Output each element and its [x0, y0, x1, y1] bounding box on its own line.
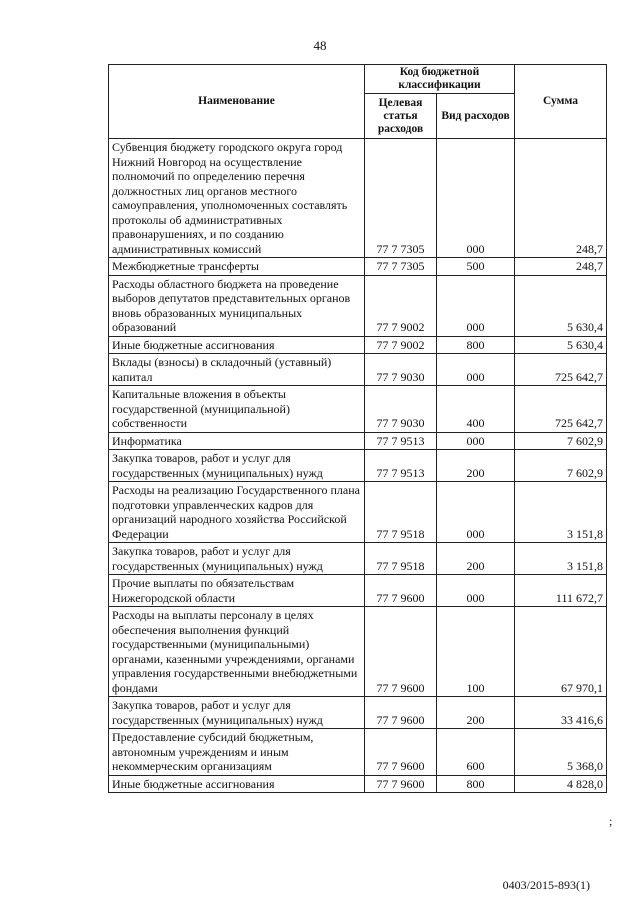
- cell-name: Расходы областного бюджета на проведение выборов депутатов представительных органов вновь образованных муниципальных образований: [109, 275, 365, 336]
- header-sum: Сумма: [515, 65, 607, 139]
- cell-expense-type: 100: [437, 607, 515, 697]
- cell-expense-type: 200: [437, 450, 515, 482]
- cell-sum: 5 630,4: [515, 275, 607, 336]
- cell-name: Предоставление субсидий бюджетным, автономным учреждениям и иным некоммерческим организациям: [109, 729, 365, 776]
- cell-expense-type: 000: [437, 275, 515, 336]
- header-classification-group: Код бюджетной классификации: [365, 65, 515, 94]
- cell-name: Расходы на реализацию Государственного плана подготовки управленческих кадров для организаций народного хозяйства Российской Федерации: [109, 482, 365, 543]
- table-row: [109, 275, 607, 336]
- cell-sum: 725 642,7: [515, 386, 607, 433]
- cell-name: Иные бюджетные ассигнования: [109, 336, 365, 354]
- cell-target-code: 77 7 9600: [365, 729, 437, 776]
- cell-name: Вклады (взносы) в складочный (уставный) капитал: [109, 354, 365, 386]
- cell-target-code: 77 7 9518: [365, 482, 437, 543]
- cell-name: Закупка товаров, работ и услуг для государственных (муниципальных) нужд: [109, 697, 365, 729]
- table-row: [109, 386, 607, 433]
- cell-name: Закупка товаров, работ и услуг для государственных (муниципальных) нужд: [109, 543, 365, 575]
- cell-expense-type: 800: [437, 336, 515, 354]
- cell-sum: 7 602,9: [515, 432, 607, 450]
- cell-expense-type: 000: [437, 432, 515, 450]
- document-footer-code: 0403/2015-893(1): [502, 878, 590, 892]
- header-expense-type: Вид расходов: [437, 94, 515, 139]
- table-row: [109, 607, 607, 697]
- table-row: [109, 432, 607, 450]
- cell-expense-type: 000: [437, 482, 515, 543]
- header-name: Наименование: [109, 65, 365, 139]
- table-row: [109, 139, 607, 258]
- cell-name: Межбюджетные трансферты: [109, 258, 365, 276]
- table-row: [109, 450, 607, 482]
- cell-name: Субвенция бюджету городского округа город Нижний Новгород на осуществление полномочий по определению перечня должностных лиц органов местного самоуправления, уполномоченных составлять протоколы об административных правонарушениях, и по созданию административных комиссий: [109, 139, 365, 258]
- cell-sum: 7 602,9: [515, 450, 607, 482]
- cell-name: Капитальные вложения в объекты государственной (муниципальной) собственности: [109, 386, 365, 433]
- cell-name: Расходы на выплаты персоналу в целях обеспечения выполнения функций государственными (муниципальными) органами, казенными учреждениями, органами управления государственными внебюджетными фондами: [109, 607, 365, 697]
- cell-expense-type: 000: [437, 139, 515, 258]
- cell-sum: 111 672,7: [515, 575, 607, 607]
- table-row: [109, 575, 607, 607]
- table-row: [109, 258, 607, 276]
- cell-sum: 33 416,6: [515, 697, 607, 729]
- cell-sum: 67 970,1: [515, 607, 607, 697]
- table-row: [109, 354, 607, 386]
- cell-target-code: 77 7 9002: [365, 275, 437, 336]
- budget-table: [108, 64, 607, 793]
- cell-target-code: 77 7 9600: [365, 607, 437, 697]
- cell-target-code: 77 7 9002: [365, 336, 437, 354]
- cell-expense-type: 000: [437, 575, 515, 607]
- cell-target-code: 77 7 9030: [365, 354, 437, 386]
- cell-sum: 248,7: [515, 139, 607, 258]
- cell-target-code: 77 7 9513: [365, 450, 437, 482]
- table-body: [109, 139, 607, 793]
- table-row: [109, 543, 607, 575]
- cell-sum: 248,7: [515, 258, 607, 276]
- cell-expense-type: 600: [437, 729, 515, 776]
- cell-name: Прочие выплаты по обязательствам Нижегородской области: [109, 575, 365, 607]
- cell-expense-type: 200: [437, 543, 515, 575]
- table-row: [109, 697, 607, 729]
- cell-target-code: 77 7 9600: [365, 697, 437, 729]
- table-row: [109, 482, 607, 543]
- table-row: [109, 729, 607, 776]
- cell-name: Закупка товаров, работ и услуг для государственных (муниципальных) нужд: [109, 450, 365, 482]
- cell-expense-type: 500: [437, 258, 515, 276]
- cell-sum: 4 828,0: [515, 775, 607, 793]
- table-row: [109, 336, 607, 354]
- page-number: 48: [313, 38, 327, 53]
- cell-expense-type: 000: [437, 354, 515, 386]
- cell-target-code: 77 7 9600: [365, 775, 437, 793]
- cell-target-code: 77 7 9513: [365, 432, 437, 450]
- cell-target-code: 77 7 9030: [365, 386, 437, 433]
- table-row: [109, 775, 607, 793]
- header-target-code: Целевая статья расходов: [365, 94, 437, 139]
- cell-target-code: 77 7 7305: [365, 258, 437, 276]
- cell-sum: 3 151,8: [515, 543, 607, 575]
- cell-expense-type: 400: [437, 386, 515, 433]
- cell-sum: 5 630,4: [515, 336, 607, 354]
- cell-name: Информатика: [109, 432, 365, 450]
- cell-sum: 3 151,8: [515, 482, 607, 543]
- cell-expense-type: 800: [437, 775, 515, 793]
- cell-name: Иные бюджетные ассигнования: [109, 775, 365, 793]
- cell-sum: 5 368,0: [515, 729, 607, 776]
- cell-target-code: 77 7 7305: [365, 139, 437, 258]
- cell-target-code: 77 7 9600: [365, 575, 437, 607]
- trailing-semicolon: ;: [609, 814, 613, 828]
- cell-target-code: 77 7 9518: [365, 543, 437, 575]
- cell-sum: 725 642,7: [515, 354, 607, 386]
- cell-expense-type: 200: [437, 697, 515, 729]
